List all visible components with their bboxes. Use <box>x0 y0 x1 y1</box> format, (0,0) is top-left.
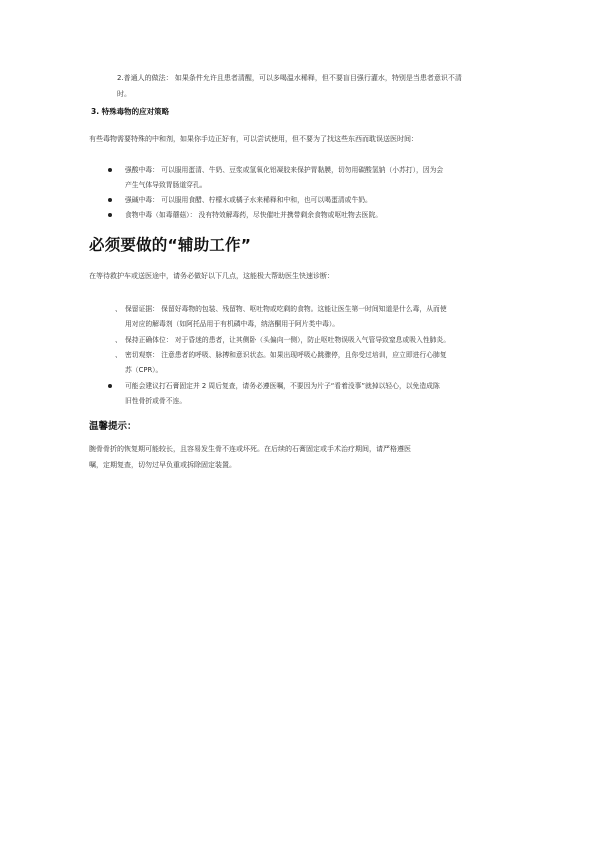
list-item-line2: 产生气体导致胃肠道穿孔。 <box>125 181 207 189</box>
bullet-dot-icon <box>108 384 112 388</box>
list-item-line1: 强酸中毒： 可以服用蛋清、牛奶、豆浆或氢氧化铝凝胶来保护胃黏膜，切勿用碳酸氢钠（小苏打），因为会 <box>125 166 444 174</box>
special-poisons-intro: 有些毒物需要特殊的中和剂，如果你手边正好有，可以尝试使用，但不要为了找这些东西而耽误送医时间： <box>89 135 418 143</box>
list-item-line2: 旧性骨折或骨不连。 <box>125 397 187 405</box>
warm-tip-heading: 温馨提示： <box>89 421 137 432</box>
warm-tip-line2: 嘱，定期复查，切勿过早负重或拆除固定装置。 <box>89 461 236 469</box>
section-heading-special-poisons: 3. 特殊毒物的应对策略 <box>91 107 170 116</box>
auxiliary-work-heading: 必须要做的“辅助工作” <box>89 236 252 254</box>
list-item-line1: 食物中毒（如毒蘑菇）： 没有特效解毒药，尽快催吐并携带剩余食物或呕吐物去医院。 <box>125 211 383 219</box>
auxiliary-work-intro: 在等待救护车或送医途中，请务必做好以下几点，这能极大帮助医生快速诊断： <box>89 272 334 280</box>
list-item-line1: 保持正确体位： 对于昏迷的患者，让其侧卧（头偏向一侧），防止呕吐物误吸入气管导致窒息或吸入性肺炎。 <box>125 336 451 344</box>
list-item-line1: 保留证据： 保留好毒物的包装、残留物、呕吐物或吃剩的食物。这能让医生第一时间知道是什么毒，从而使 <box>125 305 447 313</box>
list-item-line1: 密切观察： 注意患者的呼吸、脉搏和意识状态。如果出现呼吸心跳骤停，且你受过培训，应立即进行心肺复 <box>125 351 447 359</box>
list-item-line1: 强碱中毒： 可以服用食醋、柠檬水或橘子水来稀释和中和，也可以喝蛋清或牛奶。 <box>125 196 372 204</box>
list-marker: 、 <box>115 351 122 359</box>
list-item-line2: 用对应的解毒剂（如阿托品用于有机磷中毒，纳洛酮用于阿片类中毒）。 <box>125 320 340 328</box>
layman-method-line2: 时。 <box>117 90 131 98</box>
bullet-dot-icon <box>108 213 112 217</box>
bullet-dot-icon <box>108 198 112 202</box>
list-marker: 、 <box>115 336 122 344</box>
list-item-line2: 苏（CPR）。 <box>125 366 163 374</box>
list-item-line1: 可能会建议打石膏固定并 2 周后复查，请务必遵医嘱，不要因为片子“看着没事”就掉以轻心，以免造成陈 <box>125 382 440 390</box>
bullet-dot-icon <box>108 168 112 172</box>
layman-method-line1: 2.普通人的做法： 如果条件允许且患者清醒，可以多喝温水稀释，但不要盲目强行灌水，特别是当患者意识不清 <box>117 74 462 82</box>
warm-tip-line1: 腕骨骨折的恢复期可能较长，且容易发生骨不连或坏死。在后续的石膏固定或手术治疗期间，请严格遵医 <box>89 445 411 453</box>
list-marker: 、 <box>115 305 122 313</box>
